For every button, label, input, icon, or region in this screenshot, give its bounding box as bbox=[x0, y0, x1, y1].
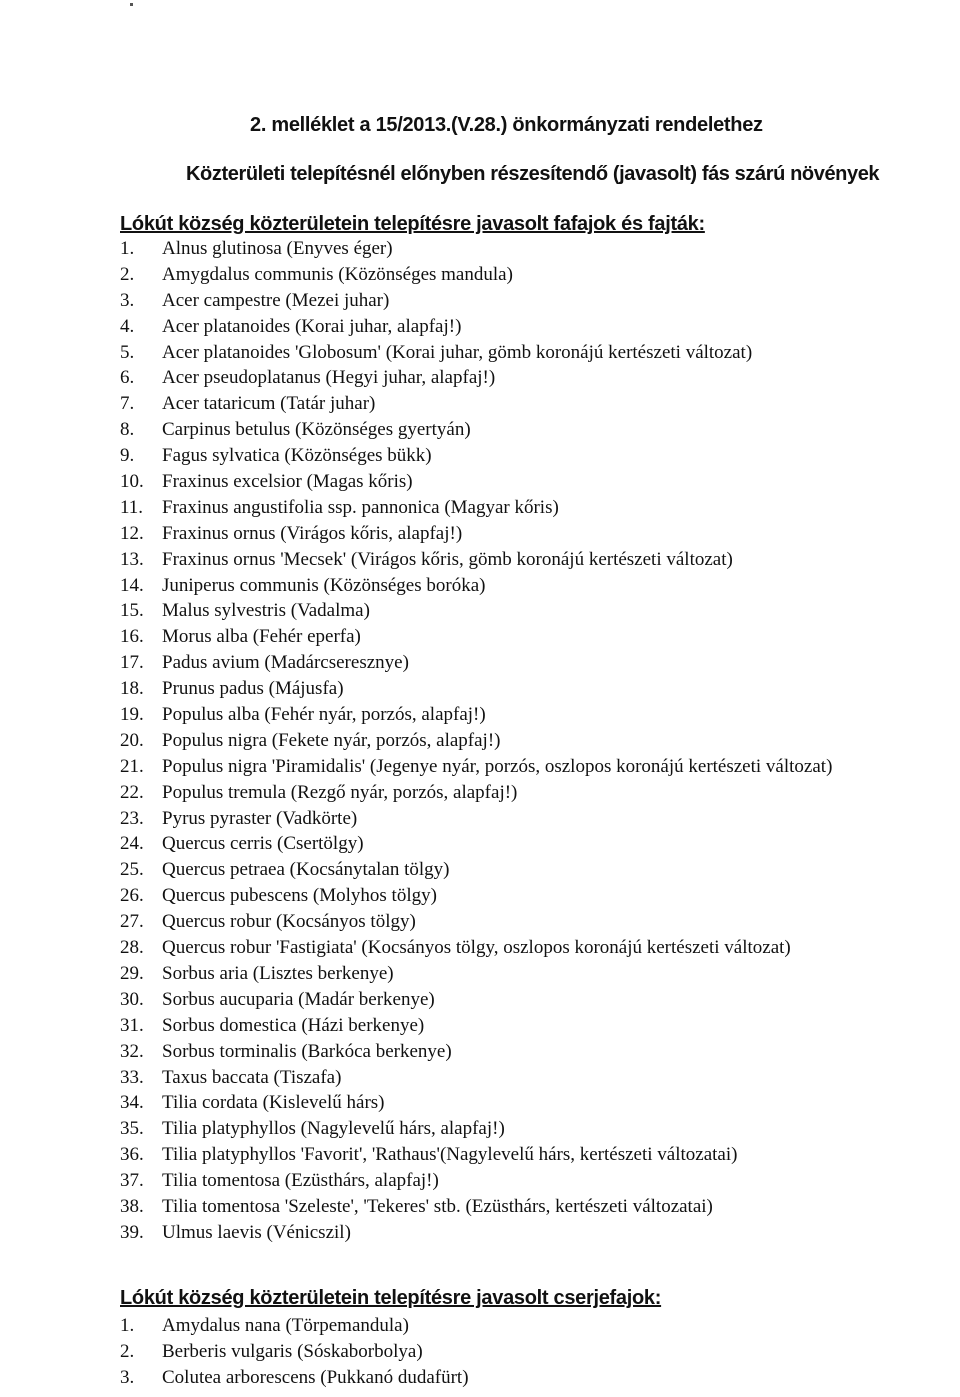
list-item bbox=[120, 340, 832, 366]
item-number: 35. bbox=[120, 1118, 144, 1140]
list-item bbox=[120, 495, 832, 521]
item-text: Fraxinus ornus (Virágos kőris, alapfaj!) bbox=[162, 522, 463, 544]
list-item bbox=[120, 1142, 832, 1168]
list-item bbox=[120, 314, 832, 340]
item-number: 27. bbox=[120, 911, 144, 933]
item-number: 37. bbox=[120, 1170, 144, 1192]
item-text: Quercus cerris (Csertölgy) bbox=[162, 833, 364, 855]
item-text: Quercus robur (Kocsányos tölgy) bbox=[162, 911, 416, 933]
item-number: 36. bbox=[120, 1144, 144, 1166]
trees-section-title: Lókút község közterületein telepítésre javasolt fafajok és fajták: bbox=[120, 213, 705, 235]
item-number: 1. bbox=[120, 1315, 135, 1336]
item-number: 32. bbox=[120, 1040, 144, 1062]
item-number: 5. bbox=[120, 341, 135, 363]
item-number: 10. bbox=[120, 471, 144, 493]
item-number: 38. bbox=[120, 1195, 144, 1217]
list-item bbox=[120, 521, 832, 547]
annex-title: 2. melléklet a 15/2013.(V.28.) önkormányzati rendelethez bbox=[250, 114, 763, 136]
item-number: 2. bbox=[120, 1340, 135, 1362]
list-item bbox=[120, 443, 832, 469]
list-item bbox=[120, 598, 832, 624]
item-number: 24. bbox=[120, 833, 144, 855]
item-text: Acer pseudoplatanus (Hegyi juhar, alapfaj!) bbox=[162, 367, 496, 389]
list-item bbox=[120, 1090, 832, 1116]
item-number: 3. bbox=[120, 289, 135, 311]
item-number: 13. bbox=[120, 548, 144, 570]
list-item bbox=[120, 1039, 832, 1065]
item-number: 19. bbox=[120, 704, 144, 726]
item-number: 26. bbox=[120, 885, 144, 907]
list-item bbox=[120, 728, 832, 754]
item-number: 20. bbox=[120, 729, 144, 751]
item-text: Quercus robur 'Fastigiata' (Kocsányos tölgy, oszlopos koronájú kertészeti változat) bbox=[162, 937, 791, 959]
list-item bbox=[120, 1065, 832, 1091]
item-text: Amydalus nana (Törpemandula) bbox=[162, 1315, 409, 1336]
item-text: Quercus pubescens (Molyhos tölgy) bbox=[162, 885, 437, 907]
item-text: Quercus petraea (Kocsánytalan tölgy) bbox=[162, 859, 450, 881]
list-item bbox=[120, 1168, 832, 1194]
item-number: 21. bbox=[120, 755, 144, 777]
list-item bbox=[120, 909, 832, 935]
item-text: Pyrus pyraster (Vadkörte) bbox=[162, 807, 358, 829]
item-text: Tilia cordata (Kislevelű hárs) bbox=[162, 1092, 385, 1114]
item-number: 11. bbox=[120, 496, 144, 518]
item-number: 1. bbox=[120, 238, 135, 259]
list-item bbox=[120, 1339, 469, 1365]
list-item bbox=[120, 831, 832, 857]
item-text: Tilia platyphyllos (Nagylevelű hárs, alapfaj!) bbox=[162, 1118, 505, 1140]
item-number: 3. bbox=[120, 1366, 135, 1388]
item-text: Prunus padus (Májusfa) bbox=[162, 678, 344, 700]
item-number: 9. bbox=[120, 445, 135, 467]
item-number: 17. bbox=[120, 652, 144, 674]
list-item bbox=[120, 1013, 832, 1039]
item-number: 16. bbox=[120, 626, 144, 648]
item-text: Berberis vulgaris (Sóskaborbolya) bbox=[162, 1340, 423, 1362]
list-item bbox=[120, 754, 832, 780]
item-number: 30. bbox=[120, 988, 144, 1010]
item-number: 15. bbox=[120, 600, 144, 622]
list-item bbox=[120, 262, 832, 288]
list-item bbox=[120, 935, 832, 961]
item-text: Tilia tomentosa (Ezüsthárs, alapfaj!) bbox=[162, 1170, 439, 1192]
item-text: Populus tremula (Rezgő nyár, porzós, alapfaj!) bbox=[162, 781, 518, 803]
list-item bbox=[120, 288, 832, 314]
list-item bbox=[120, 236, 832, 262]
list-item bbox=[120, 1313, 469, 1339]
list-item bbox=[120, 1220, 832, 1246]
item-number: 39. bbox=[120, 1221, 144, 1243]
list-item bbox=[120, 417, 832, 443]
item-number: 23. bbox=[120, 807, 144, 829]
list-item bbox=[120, 676, 832, 702]
item-text: Acer tataricum (Tatár juhar) bbox=[162, 393, 376, 415]
shrubs-section-title: Lókút község közterületein telepítésre javasolt cserjefajok: bbox=[120, 1287, 662, 1309]
item-number: 29. bbox=[120, 962, 144, 984]
item-text: Populus alba (Fehér nyár, porzós, alapfaj!) bbox=[162, 704, 486, 726]
item-text: Populus nigra 'Piramidalis' (Jegenye nyár, porzós, oszlopos koronájú kertészeti változat) bbox=[162, 755, 833, 777]
item-number: 14. bbox=[120, 574, 144, 596]
list-item bbox=[120, 961, 832, 987]
list-item bbox=[120, 547, 832, 573]
item-number: 8. bbox=[120, 419, 135, 441]
item-text: Fagus sylvatica (Közönséges bükk) bbox=[162, 445, 432, 467]
item-text: Malus sylvestris (Vadalma) bbox=[162, 600, 370, 622]
list-item bbox=[120, 1116, 832, 1142]
list-item bbox=[120, 573, 832, 599]
list-item bbox=[120, 469, 832, 495]
item-number: 33. bbox=[120, 1066, 144, 1088]
item-text: Carpinus betulus (Közönséges gyertyán) bbox=[162, 419, 471, 441]
item-text: Sorbus torminalis (Barkóca berkenye) bbox=[162, 1040, 452, 1062]
item-text: Sorbus aucuparia (Madár berkenye) bbox=[162, 988, 435, 1010]
shrubs-list bbox=[120, 1313, 469, 1391]
item-text: Padus avium (Madárcseresznye) bbox=[162, 652, 409, 674]
item-text: Sorbus domestica (Házi berkenye) bbox=[162, 1014, 425, 1036]
list-item bbox=[120, 806, 832, 832]
item-number: 6. bbox=[120, 367, 135, 389]
list-item bbox=[120, 624, 832, 650]
item-number: 25. bbox=[120, 859, 144, 881]
item-text: Acer platanoides (Korai juhar, alapfaj!) bbox=[162, 315, 462, 337]
item-text: Tilia platyphyllos 'Favorit', 'Rathaus'(Nagylevelű hárs, kertészeti változatai) bbox=[162, 1144, 738, 1166]
list-item bbox=[120, 780, 832, 806]
list-item bbox=[120, 987, 832, 1013]
item-text: Acer campestre (Mezei juhar) bbox=[162, 289, 390, 311]
trees-list bbox=[120, 236, 832, 1246]
list-item bbox=[120, 391, 832, 417]
item-number: 34. bbox=[120, 1092, 144, 1114]
item-text: Populus nigra (Fekete nyár, porzós, alapfaj!) bbox=[162, 729, 501, 751]
item-text: Ulmus laevis (Vénicszil) bbox=[162, 1221, 351, 1243]
item-text: Morus alba (Fehér eperfa) bbox=[162, 626, 361, 648]
main-title: Közterületi telepítésnél előnyben részesítendő (javasolt) fás szárú növények bbox=[186, 163, 880, 185]
item-text: Fraxinus excelsior (Magas kőris) bbox=[162, 471, 413, 493]
list-item bbox=[120, 883, 832, 909]
item-number: 12. bbox=[120, 522, 144, 544]
item-number: 7. bbox=[120, 393, 135, 415]
item-number: 18. bbox=[120, 678, 144, 700]
list-item bbox=[120, 702, 832, 728]
item-number: 31. bbox=[120, 1014, 144, 1036]
item-text: Amygdalus communis (Közönséges mandula) bbox=[162, 263, 513, 285]
list-item bbox=[120, 1365, 469, 1391]
item-text: Taxus baccata (Tiszafa) bbox=[162, 1066, 342, 1088]
item-text: Fraxinus angustifolia ssp. pannonica (Magyar kőris) bbox=[162, 496, 559, 518]
item-text: Tilia tomentosa 'Szeleste', 'Tekeres' stb. (Ezüsthárs, kertészeti változatai) bbox=[162, 1195, 713, 1217]
item-number: 28. bbox=[120, 937, 144, 959]
item-text: Fraxinus ornus 'Mecsek' (Virágos kőris, gömb koronájú kertészeti változat) bbox=[162, 548, 733, 570]
item-number: 4. bbox=[120, 315, 135, 337]
item-number: 22. bbox=[120, 781, 144, 803]
item-text: Juniperus communis (Közönséges boróka) bbox=[162, 574, 486, 596]
item-text: Acer platanoides 'Globosum' (Korai juhar, gömb koronájú kertészeti változat) bbox=[162, 341, 753, 363]
scan-dot bbox=[130, 3, 133, 6]
item-text: Colutea arborescens (Pukkanó dudafürt) bbox=[162, 1366, 469, 1388]
list-item bbox=[120, 650, 832, 676]
list-item bbox=[120, 365, 832, 391]
item-text: Sorbus aria (Lisztes berkenye) bbox=[162, 962, 394, 984]
item-text: Alnus glutinosa (Enyves éger) bbox=[162, 238, 393, 259]
list-item bbox=[120, 857, 832, 883]
item-number: 2. bbox=[120, 263, 135, 285]
list-item bbox=[120, 1194, 832, 1220]
